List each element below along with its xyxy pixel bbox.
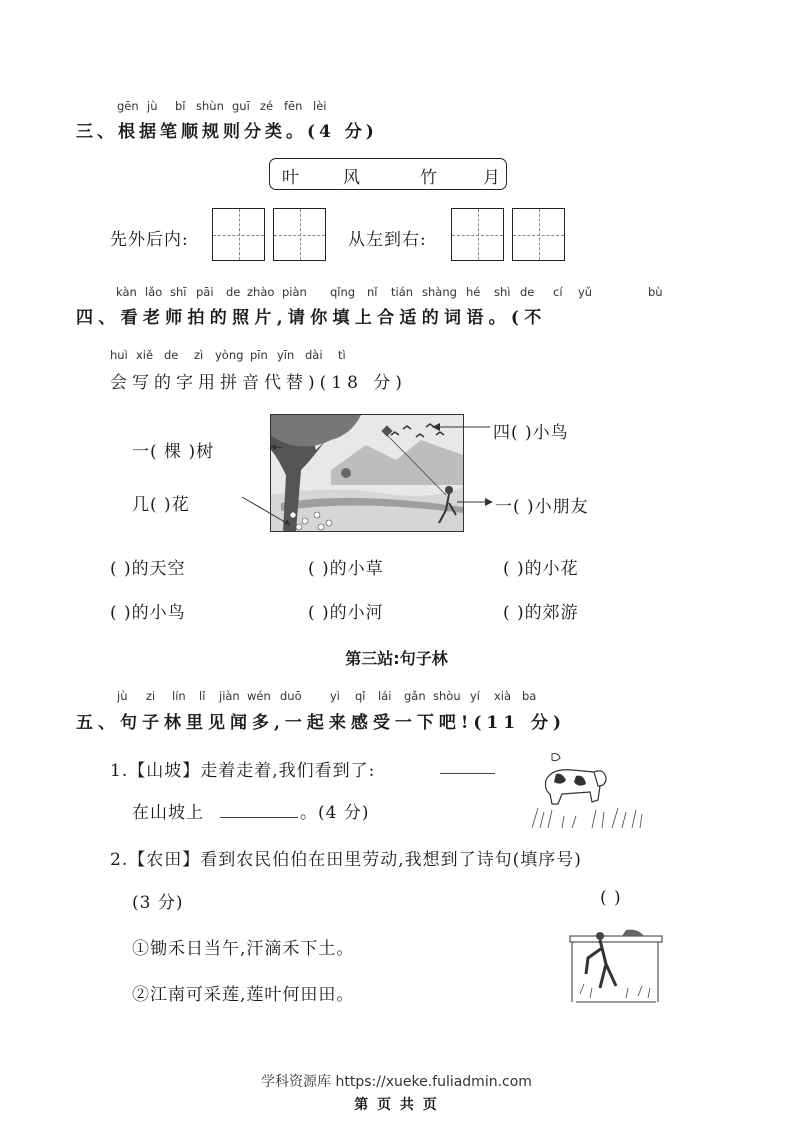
fill-item[interactable]: ( )的小河 bbox=[308, 603, 384, 623]
label-left-right: 从左到右: bbox=[348, 230, 427, 250]
char: 竹 bbox=[420, 168, 437, 188]
pinyin: yǔ bbox=[578, 285, 593, 299]
pinyin: de bbox=[164, 348, 179, 362]
writing-grid[interactable] bbox=[512, 208, 565, 261]
pinyin: shòu bbox=[433, 689, 461, 703]
pinyin: ba bbox=[522, 689, 537, 703]
label-outer-inner: 先外后内: bbox=[110, 230, 189, 250]
pinyin: shùn bbox=[196, 99, 224, 113]
pinyin: hé bbox=[466, 285, 481, 299]
q5-title: 五、句子林里见闻多,一起来感受一下吧!(11 分) bbox=[76, 713, 567, 733]
answer-paren[interactable]: ( ) bbox=[600, 888, 622, 908]
pinyin: nǐ bbox=[367, 285, 378, 299]
q3-title: 三、根据笔顺规则分类。(4 分) bbox=[76, 122, 378, 142]
pinyin: de bbox=[226, 285, 241, 299]
pinyin: jù bbox=[147, 99, 158, 113]
pinyin: pāi bbox=[196, 285, 214, 299]
pinyin: lái bbox=[378, 689, 392, 703]
pinyin: dài bbox=[305, 348, 323, 362]
pinyin: piàn bbox=[282, 285, 307, 299]
pinyin: yīn bbox=[277, 348, 295, 362]
pinyin: lǐ bbox=[199, 689, 206, 703]
pinyin: pīn bbox=[250, 348, 268, 362]
pinyin: yòng bbox=[215, 348, 244, 362]
pinyin: yì bbox=[330, 689, 341, 703]
pinyin: bù bbox=[648, 285, 663, 299]
pinyin: huì bbox=[110, 348, 128, 362]
fill-item[interactable]: ( )的小草 bbox=[308, 559, 384, 579]
pinyin: de bbox=[520, 285, 535, 299]
item1-line1: 1.【山坡】走着走着,我们看到了: bbox=[110, 761, 376, 781]
pinyin: qǐng bbox=[330, 285, 356, 299]
q4-title-line2: 会写的字用拼音代替)(18 分) bbox=[110, 373, 407, 393]
pinyin: gǎn bbox=[404, 689, 426, 703]
fill-item[interactable]: ( )的郊游 bbox=[503, 603, 579, 623]
pinyin: qǐ bbox=[355, 689, 366, 703]
pinyin: xià bbox=[494, 689, 512, 703]
char: 叶 bbox=[282, 168, 299, 188]
character-box bbox=[269, 158, 507, 190]
fill-item[interactable]: 一( 棵 )树 bbox=[132, 442, 215, 462]
answer-blank[interactable] bbox=[440, 773, 495, 774]
pinyin: guī bbox=[232, 99, 250, 113]
char: 月 bbox=[483, 168, 500, 188]
fill-item[interactable]: ( )的小鸟 bbox=[110, 603, 186, 623]
pointer-line bbox=[455, 496, 495, 508]
answer-blank[interactable] bbox=[220, 817, 298, 818]
pinyin: gēn bbox=[117, 99, 139, 113]
pinyin: shī bbox=[170, 285, 187, 299]
page-number: 第 页 共 页 bbox=[354, 1097, 439, 1113]
cow-image bbox=[532, 750, 644, 830]
fill-item[interactable]: 几( )花 bbox=[132, 495, 190, 515]
writing-grid[interactable] bbox=[212, 208, 265, 261]
arrow-icon bbox=[270, 444, 276, 450]
fill-item[interactable]: ( )的天空 bbox=[110, 559, 186, 579]
pinyin: shàng bbox=[422, 285, 457, 299]
pinyin: lǎo bbox=[145, 285, 163, 299]
pinyin: yí bbox=[470, 689, 481, 703]
fill-item[interactable]: ( )的小花 bbox=[503, 559, 579, 579]
pinyin: wén bbox=[247, 689, 271, 703]
writing-grid[interactable] bbox=[451, 208, 504, 261]
writing-grid[interactable] bbox=[273, 208, 326, 261]
pinyin: fēn bbox=[284, 99, 303, 113]
pinyin: zé bbox=[260, 99, 274, 113]
item1-line2-a: 在山坡上 bbox=[132, 803, 204, 823]
pinyin: shì bbox=[494, 285, 511, 299]
pinyin: tì bbox=[338, 348, 346, 362]
pinyin: kàn bbox=[116, 285, 137, 299]
pinyin: bǐ bbox=[175, 99, 186, 113]
pinyin: lèi bbox=[313, 99, 327, 113]
pointer-line bbox=[430, 420, 492, 434]
fill-item[interactable]: 一( )小朋友 bbox=[495, 497, 589, 517]
pinyin: lín bbox=[172, 689, 186, 703]
option-1: ①锄禾日当午,汗滴禾下土。 bbox=[132, 939, 355, 959]
pinyin: zhào bbox=[247, 285, 275, 299]
pinyin: zì bbox=[194, 348, 204, 362]
option-2: ②江南可采莲,莲叶何田田。 bbox=[132, 985, 355, 1005]
pinyin: zi bbox=[146, 689, 156, 703]
fill-item[interactable]: 四( )小鸟 bbox=[493, 423, 569, 443]
pinyin: xiě bbox=[136, 348, 154, 362]
pinyin: cí bbox=[553, 285, 563, 299]
pinyin: tián bbox=[391, 285, 414, 299]
item2-line1: 2.【农田】看到农民伯伯在田里劳动,我想到了诗句(填序号) bbox=[110, 850, 582, 870]
pointer-line bbox=[240, 495, 300, 530]
item2-score: (3 分) bbox=[132, 893, 184, 913]
pinyin: jù bbox=[117, 689, 128, 703]
section-title: 第三站:句子林 bbox=[345, 649, 448, 668]
char: 风 bbox=[343, 168, 360, 188]
farmer-image bbox=[566, 928, 666, 1004]
pinyin: duō bbox=[280, 689, 302, 703]
pinyin: jiàn bbox=[219, 689, 240, 703]
q4-title-line1: 四、看老师拍的照片,请你填上合适的词语。(不 bbox=[76, 308, 547, 328]
item1-line2-b: 。(4 分) bbox=[300, 803, 370, 823]
footer-watermark: 学科资源库 https://xueke.fuliadmin.com bbox=[261, 1074, 532, 1090]
